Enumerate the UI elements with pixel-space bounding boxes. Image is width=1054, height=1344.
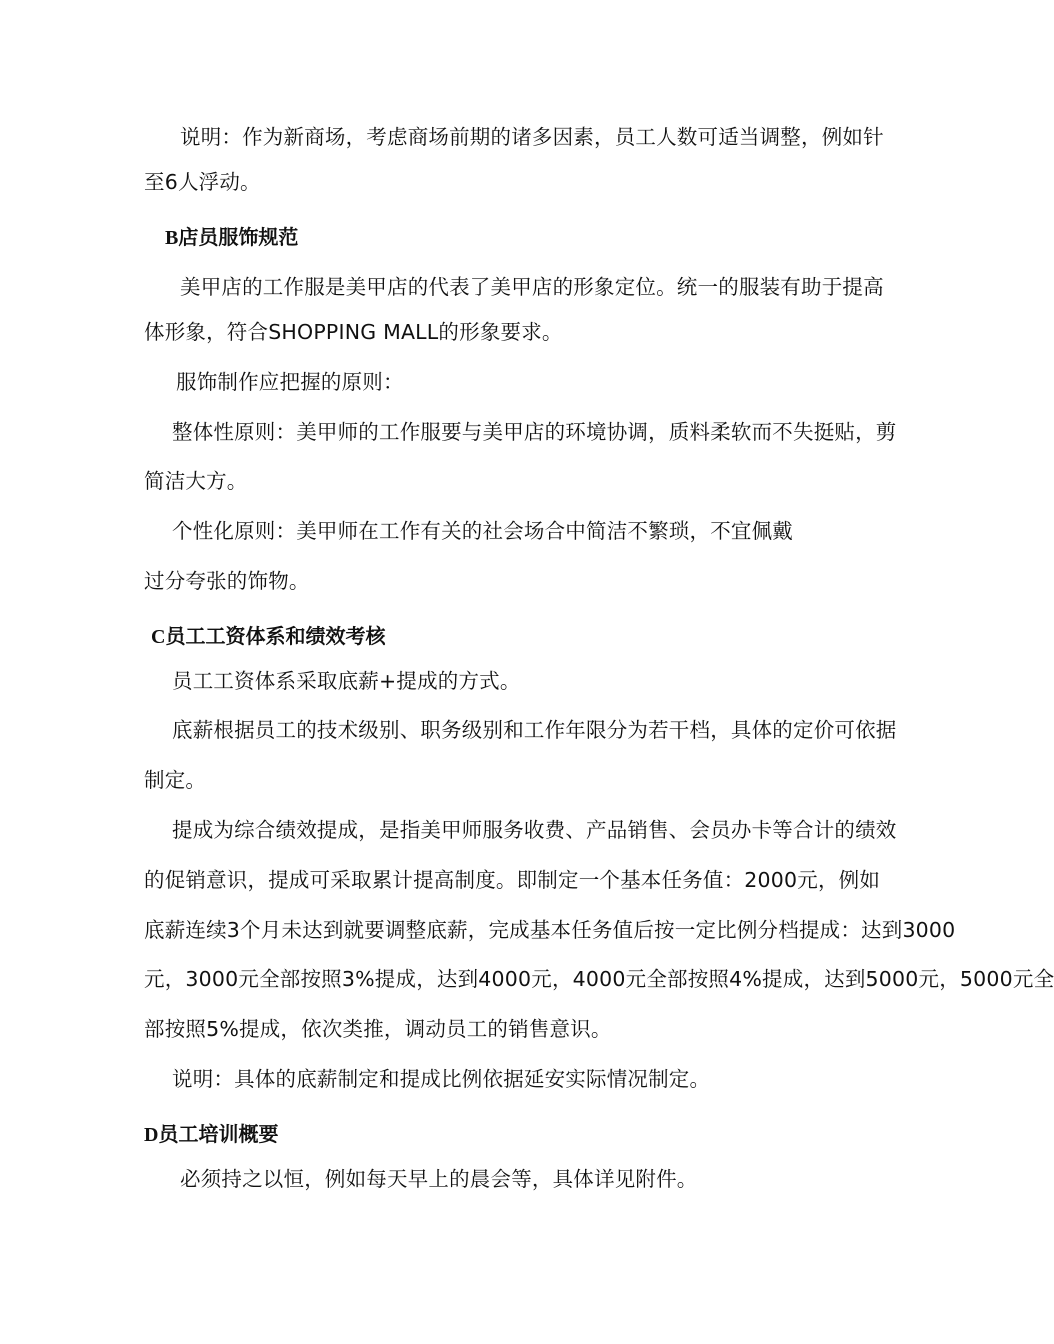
- paragraph-salary-note: 说明：具体的底薪制定和提成比例依据延安实际情况制定。: [172, 1067, 711, 1091]
- paragraph-commission-line-5: 部按照5%提成，依次类推，调动员工的销售意识。: [144, 1017, 612, 1041]
- paragraph-individuality-line-1: 个性化原则：美甲师在工作有关的社会场合中简洁不繁琐，不宜佩戴: [172, 519, 793, 543]
- paragraph-integrity-line-1: 整体性原则：美甲师的工作服要与美甲店的环境协调，质料柔软而不失挺贴，剪: [172, 420, 897, 444]
- paragraph-uniform-line-2: 体形象，符合SHOPPING MALL的形象要求。: [144, 320, 563, 344]
- section-b-heading: [165, 223, 298, 252]
- section-c-heading: [151, 622, 385, 651]
- section-d-title: 员工培训概要: [158, 1122, 279, 1146]
- paragraph-principles-intro: 服饰制作应把握的原则：: [176, 370, 404, 394]
- paragraph-integrity-line-2: 简洁大方。: [144, 469, 248, 493]
- section-b-title: 店员服饰规范: [178, 225, 299, 249]
- paragraph-individuality-line-2: 过分夸张的饰物。: [144, 569, 310, 593]
- paragraph-commission-line-3: 底薪连续3个月未达到就要调整底薪，完成基本任务值后按一定比例分档提成：达到3000: [144, 918, 956, 942]
- paragraph-explanation-line-2: 至6人浮动。: [144, 170, 261, 194]
- section-c-title: 员工工资体系和绩效考核: [165, 624, 386, 648]
- paragraph-base-salary-line-2: 制定。: [144, 768, 207, 792]
- paragraph-commission-line-1: 提成为综合绩效提成，是指美甲师服务收费、产品销售、会员办卡等合计的绩效: [172, 818, 897, 842]
- section-c-letter: C: [151, 626, 166, 648]
- section-d-letter: D: [144, 1124, 159, 1146]
- paragraph-commission-line-2: 的促销意识，提成可采取累计提高制度。即制定一个基本任务值：2000元，例如: [144, 868, 881, 892]
- section-d-heading: [144, 1120, 278, 1149]
- paragraph-base-salary-line-1: 底薪根据员工的技术级别、职务级别和工作年限分为若干档，具体的定价可依据: [172, 718, 897, 742]
- paragraph-explanation-line-1: 说明：作为新商场，考虑商场前期的诸多因素，员工人数可适当调整，例如针: [180, 125, 884, 149]
- paragraph-salary-structure: 员工工资体系采取底薪+提成的方式。: [172, 669, 521, 693]
- paragraph-uniform-line-1: 美甲店的工作服是美甲店的代表了美甲店的形象定位。统一的服装有助于提高: [180, 275, 884, 299]
- paragraph-commission-line-4: 元，3000元全部按照3%提成，达到4000元，4000元全部按照4%提成，达到5000元，5000元全: [144, 967, 1054, 991]
- paragraph-training: 必须持之以恒，例如每天早上的晨会等，具体详见附件。: [180, 1167, 698, 1191]
- section-b-letter: B: [165, 227, 179, 249]
